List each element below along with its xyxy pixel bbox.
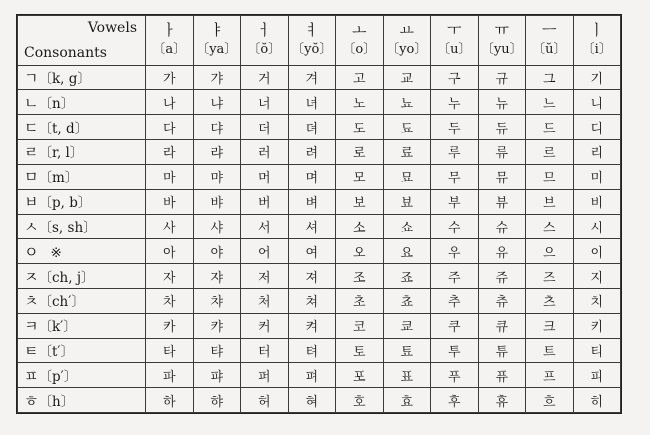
syllable-cell: 쵸 [383,288,431,313]
syllable-cell: 호 [336,388,384,413]
hangul-chart [16,14,622,414]
consonant-row [18,264,621,289]
consonant-romanization: 〔t′〕 [38,343,74,360]
consonant-header [18,90,146,115]
vowel-header [241,16,289,66]
consonant-jamo: ㄴ [24,93,39,112]
syllable-cell: 누 [431,90,479,115]
syllable-cell: 리 [573,140,621,165]
vowel-jamo: ㅗ [352,21,367,40]
syllable-cell: 피 [573,363,621,388]
consonant-romanization: 〔r, l〕 [38,145,84,162]
syllable-cell: 드 [526,115,574,140]
syllable-cell: 효 [383,388,431,413]
consonant-romanization: 〔p′〕 [38,368,78,385]
syllable-cell: 규 [478,65,526,90]
consonant-header [18,214,146,239]
syllable-cell: 교 [383,65,431,90]
syllable-cell: 느 [526,90,574,115]
consonant-row [18,288,621,313]
syllable-cell: 이 [573,239,621,264]
syllable-cell: 치 [573,288,621,313]
vowel-header-row [18,16,621,66]
vowels-label: Vowels [87,20,137,36]
syllable-cell: 츠 [526,288,574,313]
syllable-cell: 투 [431,338,479,363]
consonant-row [18,239,621,264]
syllable-cell: 부 [431,189,479,214]
syllable-cell: 처 [241,288,289,313]
syllable-cell: 크 [526,313,574,338]
syllable-cell: 자 [146,264,194,289]
consonant-header [18,363,146,388]
syllable-cell: 조 [336,264,384,289]
syllable-cell: 거 [241,65,289,90]
syllable-cell: 겨 [288,65,336,90]
syllable-cell: 쿄 [383,313,431,338]
syllable-cell: 뉴 [478,90,526,115]
syllable-cell: 요 [383,239,431,264]
syllable-cell: 그 [526,65,574,90]
syllable-cell: 여 [288,239,336,264]
syllable-cell: 두 [431,115,479,140]
syllable-cell: 므 [526,164,574,189]
syllable-cell: 머 [241,164,289,189]
syllable-cell: 포 [336,363,384,388]
syllable-cell: 허 [241,388,289,413]
vowel-header [146,16,194,66]
consonant-row [18,313,621,338]
consonant-jamo: ㄱ [24,69,39,88]
vowel-header [526,16,574,66]
consonant-romanization: 〔ch, j〕 [38,269,95,286]
corner-header [18,16,146,66]
vowel-jamo: ㅜ [447,21,462,40]
consonant-romanization: 〔k, g〕 [38,71,91,88]
consonant-row [18,90,621,115]
vowel-header [336,16,384,66]
consonant-header [18,388,146,413]
syllable-cell: 사 [146,214,194,239]
syllable-cell: 스 [526,214,574,239]
syllable-cell: 류 [478,140,526,165]
consonant-jamo: ㅋ [24,317,39,336]
syllable-cell: 카 [146,313,194,338]
syllable-cell: 서 [241,214,289,239]
syllable-cell: 려 [288,140,336,165]
vowel-jamo: ㅓ [257,21,272,40]
syllable-cell: 티 [573,338,621,363]
syllable-cell: 슈 [478,214,526,239]
syllable-cell: 노 [336,90,384,115]
syllable-cell: 지 [573,264,621,289]
syllable-cell: 햐 [193,388,241,413]
consonant-jamo: ㄹ [24,143,39,162]
syllable-cell: 소 [336,214,384,239]
syllable-cell: 도 [336,115,384,140]
consonant-jamo: ㅁ [24,168,39,187]
syllable-cell: 흐 [526,388,574,413]
syllable-cell: 펴 [288,363,336,388]
consonant-romanization: 〔h〕 [38,393,75,410]
syllable-cell: 텨 [288,338,336,363]
syllable-cell: 츄 [478,288,526,313]
consonant-header [18,65,146,90]
vowel-jamo: ㅕ [304,21,319,40]
syllable-cell: 브 [526,189,574,214]
vowel-romanization: 〔ŏ〕 [247,42,282,58]
syllable-cell: 냐 [193,90,241,115]
vowel-romanization: 〔ya〕 [196,42,238,58]
syllable-cell: 료 [383,140,431,165]
consonant-romanization: 〔p, b〕 [38,195,92,212]
consonant-header [18,164,146,189]
syllable-cell: 뵤 [383,189,431,214]
syllable-cell: 쳐 [288,288,336,313]
vowel-header [193,16,241,66]
syllable-cell: 니 [573,90,621,115]
syllable-cell: 바 [146,189,194,214]
consonants-label: Consonants [24,44,107,61]
consonant-romanization: 〔ch′〕 [38,294,85,311]
syllable-cell: 쿠 [431,313,479,338]
syllable-cell: 뷰 [478,189,526,214]
syllable-cell: 디 [573,115,621,140]
syllable-cell: 러 [241,140,289,165]
syllable-cell: 커 [241,313,289,338]
consonant-jamo: ㅅ [24,217,39,236]
vowel-romanization: 〔o〕 [342,42,377,58]
syllable-cell: 차 [146,288,194,313]
vowel-romanization: 〔ŭ〕 [532,42,567,58]
syllable-cell: 나 [146,90,194,115]
consonant-jamo: ㅍ [24,366,39,385]
syllable-cell: 모 [336,164,384,189]
consonant-row [18,363,621,388]
syllable-cell: 갸 [193,65,241,90]
syllable-cell: 쇼 [383,214,431,239]
consonant-header [18,338,146,363]
syllable-cell: 마 [146,164,194,189]
vowel-romanization: 〔i〕 [581,42,612,58]
syllable-cell: 오 [336,239,384,264]
consonant-header [18,115,146,140]
syllable-cell: 쥬 [478,264,526,289]
vowel-jamo: ㅠ [494,21,509,40]
syllable-cell: 타 [146,338,194,363]
syllable-cell: 저 [241,264,289,289]
syllable-cell: 뇨 [383,90,431,115]
syllable-cell: 어 [241,239,289,264]
vowel-header [288,16,336,66]
syllable-cell: 트 [526,338,574,363]
hangul-table [17,15,621,413]
syllable-cell: 후 [431,388,479,413]
consonant-row [18,338,621,363]
syllable-cell: 보 [336,189,384,214]
syllable-cell: 루 [431,140,479,165]
syllable-cell: 추 [431,288,479,313]
syllable-cell: 듀 [478,115,526,140]
syllable-cell: 즈 [526,264,574,289]
consonant-romanization: ※ [50,244,62,261]
syllable-cell: 쟈 [193,264,241,289]
syllable-cell: 먀 [193,164,241,189]
vowel-romanization: 〔yo〕 [386,42,428,58]
syllable-cell: 우 [431,239,479,264]
consonant-row [18,65,621,90]
consonant-row [18,140,621,165]
syllable-cell: 토 [336,338,384,363]
syllable-cell: 가 [146,65,194,90]
syllable-cell: 시 [573,214,621,239]
consonant-header [18,288,146,313]
syllable-cell: 구 [431,65,479,90]
consonant-header [18,313,146,338]
syllable-cell: 으 [526,239,574,264]
syllable-cell: 주 [431,264,479,289]
syllable-cell: 퍄 [193,363,241,388]
syllable-cell: 유 [478,239,526,264]
syllable-cell: 뱌 [193,189,241,214]
syllable-cell: 프 [526,363,574,388]
syllable-cell: 코 [336,313,384,338]
syllable-cell: 랴 [193,140,241,165]
vowel-header [431,16,479,66]
syllable-cell: 너 [241,90,289,115]
consonant-romanization: 〔s, sh〕 [38,219,97,236]
syllable-cell: 퍼 [241,363,289,388]
syllable-cell: 수 [431,214,479,239]
consonant-jamo: ㅈ [24,267,39,286]
syllable-cell: 초 [336,288,384,313]
consonant-header [18,239,146,264]
syllable-cell: 댜 [193,115,241,140]
syllable-cell: 뎌 [288,115,336,140]
consonant-jamo: ㅎ [24,391,39,410]
vowel-romanization: 〔a〕 [152,42,187,58]
consonant-row [18,164,621,189]
syllable-cell: 기 [573,65,621,90]
syllable-cell: 푸 [431,363,479,388]
consonant-romanization: 〔k′〕 [38,319,77,336]
syllable-cell: 퓨 [478,363,526,388]
syllable-cell: 됴 [383,115,431,140]
consonant-romanization: 〔t, d〕 [38,120,89,137]
syllable-cell: 캬 [193,313,241,338]
syllable-cell: 튜 [478,338,526,363]
vowel-header [478,16,526,66]
vowel-jamo: ㅣ [589,21,604,40]
consonant-row [18,115,621,140]
consonant-header [18,264,146,289]
syllable-cell: 녀 [288,90,336,115]
consonant-jamo: ㅌ [24,341,39,360]
syllable-cell: 비 [573,189,621,214]
syllable-cell: 져 [288,264,336,289]
syllable-cell: 르 [526,140,574,165]
syllable-cell: 샤 [193,214,241,239]
syllable-cell: 죠 [383,264,431,289]
vowel-romanization: 〔yŏ〕 [291,42,333,58]
syllable-cell: 무 [431,164,479,189]
vowel-header [383,16,431,66]
consonant-row [18,214,621,239]
vowel-header [573,16,621,66]
syllable-cell: 라 [146,140,194,165]
syllable-cell: 탸 [193,338,241,363]
syllable-cell: 고 [336,65,384,90]
syllable-cell: 키 [573,313,621,338]
consonant-row [18,189,621,214]
consonant-romanization: 〔m〕 [38,170,79,187]
vowel-jamo: ㅛ [399,21,414,40]
syllable-cell: 터 [241,338,289,363]
syllable-cell: 툐 [383,338,431,363]
consonant-row [18,388,621,413]
consonant-header [18,189,146,214]
syllable-cell: 미 [573,164,621,189]
syllable-cell: 다 [146,115,194,140]
syllable-cell: 파 [146,363,194,388]
syllable-cell: 큐 [478,313,526,338]
syllable-cell: 야 [193,239,241,264]
syllable-cell: 히 [573,388,621,413]
vowel-jamo: ㅡ [542,21,557,40]
syllable-cell: 벼 [288,189,336,214]
consonant-jamo: ㅇ [24,242,39,261]
vowel-romanization: 〔yu〕 [480,42,523,58]
syllable-cell: 켜 [288,313,336,338]
vowel-jamo: ㅑ [209,21,224,40]
syllable-cell: 뮤 [478,164,526,189]
consonant-jamo: ㄷ [24,118,39,137]
vowel-jamo: ㅏ [162,21,177,40]
consonant-jamo: ㅊ [24,292,39,311]
syllable-cell: 며 [288,164,336,189]
syllable-cell: 하 [146,388,194,413]
syllable-cell: 휴 [478,388,526,413]
syllable-cell: 셔 [288,214,336,239]
syllable-cell: 더 [241,115,289,140]
syllable-cell: 아 [146,239,194,264]
syllable-cell: 로 [336,140,384,165]
syllable-cell: 묘 [383,164,431,189]
syllable-cell: 버 [241,189,289,214]
consonant-romanization: 〔n〕 [38,95,75,112]
consonant-header [18,140,146,165]
syllable-cell: 챠 [193,288,241,313]
vowel-romanization: 〔u〕 [437,42,472,58]
syllable-cell: 표 [383,363,431,388]
syllable-cell: 혀 [288,388,336,413]
consonant-jamo: ㅂ [24,193,39,212]
